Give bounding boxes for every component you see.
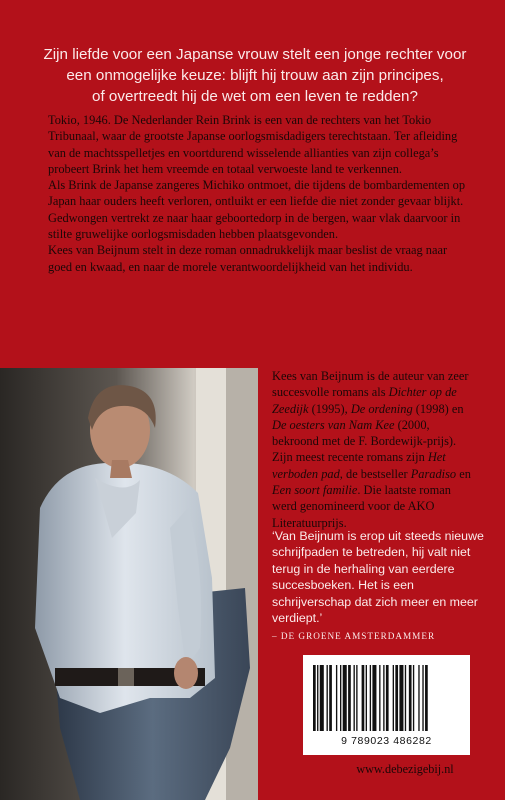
barcode-bar: [393, 665, 394, 731]
review-quote: [272, 528, 487, 645]
barcode-bar: [343, 665, 347, 731]
barcode-bar: [383, 665, 384, 731]
synopsis-paragraph: Tokio, 1946. De Nederlander Rein Brink is een van de rechters van het Tokio Tribunaal, waar de grootste Japanse oorlogsmisdadigers terechtstaan. Ter afleiding van de machtsspelletjes en voortdurend wisselende allianties van zijn collega’s probeert Brink het hem vreemde en totaal verwoeste land te verkennen.: [48, 113, 458, 176]
barcode-bar: [313, 665, 316, 731]
barcode-bar: [422, 665, 423, 731]
bio-text: (1998) en: [412, 401, 464, 416]
synopsis: [48, 112, 468, 275]
barcode-bar: [327, 665, 328, 731]
barcode-bar: [366, 665, 367, 731]
barcode-bar: [320, 665, 324, 731]
author-portrait-illustration: [0, 368, 258, 800]
bio-text: Kees van Beijnum is de auteur van zeer succesvolle romans als: [272, 369, 469, 400]
barcode-bar: [329, 665, 332, 731]
barcode-bar: [356, 665, 357, 731]
barcode-bar: [386, 665, 389, 731]
back-cover-tagline: [40, 44, 470, 107]
barcode-bar: [372, 665, 376, 731]
barcode-bar: [409, 665, 412, 731]
quote-text: ‘Van Beijnum is erop uit steeds nieuwe schrijfpaden te betreden, hij valt niet terug in de herhaling van eerdere succesboeken. Het is een schrijverschap dat zich meer en meer verdiept.’: [272, 529, 484, 626]
barcode-bar: [317, 665, 318, 731]
quote-source: – DE GROENE AMSTERDAMMER: [272, 631, 436, 642]
barcode-digits: 9 789023 486282: [341, 735, 432, 747]
bio-book-title: De ordening: [350, 401, 413, 416]
barcode-bar: [348, 665, 351, 731]
barcode-bar: [418, 665, 419, 731]
bio-book-title: De oesters van Nam Kee: [272, 417, 395, 432]
barcode-bar: [405, 665, 406, 731]
author-photo: [0, 368, 258, 800]
barcode-bar: [354, 665, 355, 731]
bio-text: (2000, bekroond met de F. Bordewijk-prijs). Zijn meest recente romans zijn: [272, 417, 457, 465]
synopsis-paragraph: Kees van Beijnum stelt in deze roman onnadrukkelijk maar beslist de vraag naar goed en kwaad, en naar de morele verantwoordelijkheid van het individu.: [48, 243, 448, 274]
barcode-bar: [336, 665, 337, 731]
bio-text: (1995),: [308, 401, 351, 416]
publisher-website: www.debezigebij.nl: [356, 762, 454, 776]
barcode-bar: [395, 665, 398, 731]
bio-text: en: [456, 466, 471, 481]
barcode-bar: [340, 665, 341, 731]
bio-text: . Die laatste roman werd genomineerd voor de AKO Literatuurprijs.: [272, 483, 451, 530]
bio-text: , de bestseller: [339, 466, 411, 481]
barcode-bar: [399, 665, 403, 731]
barcode-bars: [313, 665, 460, 733]
tagline-line: Zijn liefde voor een Japanse vrouw stelt een jonge rechter voor: [43, 46, 467, 63]
barcode-bar: [413, 665, 414, 731]
barcode-bar: [425, 665, 428, 731]
author-bio: [272, 368, 472, 531]
isbn-barcode: [303, 655, 470, 755]
barcode-bar: [379, 665, 380, 731]
tagline-line: of overtreedt hij de wet om een leven te redden?: [92, 88, 418, 105]
synopsis-paragraph: Als Brink de Japanse zangeres Michiko ontmoet, die tijdens de bombardementen op Japan haar ouders heeft verloren, ontluikt er een liefde die niet zonder gevaar blijkt. Gedwongen vertrekt ze naar haar geboortedorp in de bergen, waar vlak daarvoor in stilte gruwelijke oorlogsmisdaden hebben plaatsgevonden.: [48, 178, 466, 242]
tagline-line: een onmogelijke keuze: blijft hij trouw aan zijn principes,: [66, 67, 444, 84]
bio-book-title: Het verboden pad: [272, 450, 446, 481]
bio-book-title: Dichter op de Zeedijk: [272, 385, 457, 416]
bio-book-title: Een soort familie: [272, 483, 358, 498]
barcode-bar: [370, 665, 371, 731]
bio-book-title: Paradiso: [410, 466, 457, 481]
barcode-bar: [362, 665, 365, 731]
